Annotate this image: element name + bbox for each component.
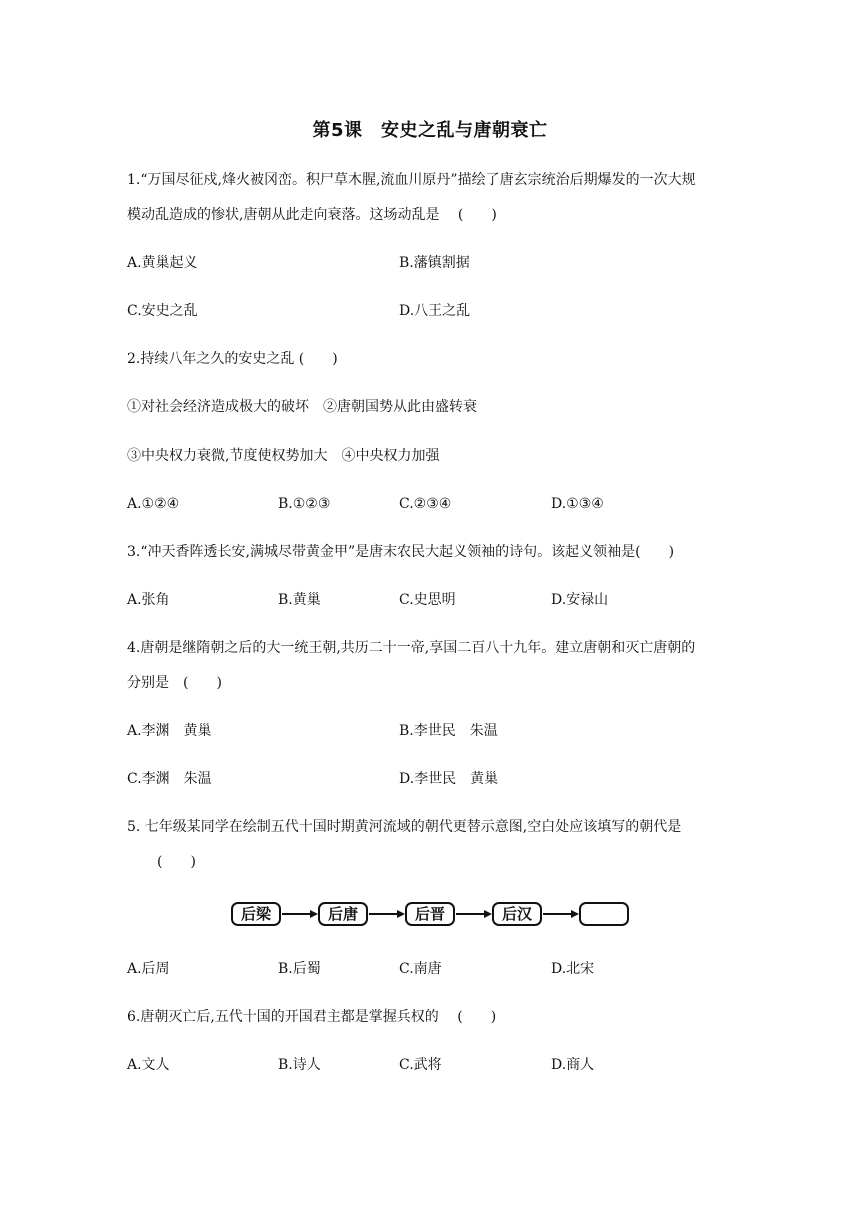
question-2-option-b[interactable]: B.①②③ bbox=[278, 496, 331, 512]
question-5-stem-line-2: ( ) bbox=[157, 854, 196, 870]
question-1-option-d[interactable]: D.八王之乱 bbox=[399, 303, 471, 319]
question-5-option-c[interactable]: C.南唐 bbox=[399, 961, 442, 977]
question-5-option-d[interactable]: D.北宋 bbox=[551, 961, 595, 977]
question-3-stem: 3.“冲天香阵透长安,满城尽带黄金甲”是唐末农民大起义领袖的诗句。该起义领袖是( ) bbox=[127, 544, 675, 560]
question-2-stem: 2.持续八年之久的安史之乱 ( ) bbox=[127, 351, 338, 367]
page-title: 第5课 安史之乱与唐朝衰亡 bbox=[312, 120, 548, 141]
question-1-stem-line-1: 1.“万国尽征戍,烽火被冈峦。积尸草木腥,流血川原丹”描绘了唐玄宗统治后期爆发的一次大规 bbox=[127, 172, 696, 188]
dynasty-box-2: 后唐 bbox=[318, 902, 368, 926]
question-4-stem-line-1: 4.唐朝是继隋朝之后的大一统王朝,共历二十一帝,享国二百八十九年。建立唐朝和灭亡唐朝的 bbox=[127, 640, 696, 656]
arrow-icon bbox=[542, 902, 580, 926]
question-4-option-b[interactable]: B.李世民 朱温 bbox=[399, 723, 498, 739]
dynasty-box-blank bbox=[579, 902, 629, 926]
question-5-option-a[interactable]: A.后周 bbox=[127, 961, 170, 977]
question-6-option-b[interactable]: B.诗人 bbox=[278, 1057, 321, 1073]
question-6-option-d[interactable]: D.商人 bbox=[551, 1057, 595, 1073]
question-6-option-a[interactable]: A.文人 bbox=[127, 1057, 170, 1073]
question-2-item-line-2: ③中央权力衰微,节度使权势加大 ④中央权力加强 bbox=[127, 448, 440, 464]
question-3-option-b[interactable]: B.黄巢 bbox=[278, 592, 321, 608]
question-1-option-c[interactable]: C.安史之乱 bbox=[127, 303, 198, 319]
question-6-stem: 6.唐朝灭亡后,五代十国的开国君主都是掌握兵权的 ( ) bbox=[127, 1009, 497, 1025]
question-2-item-line-1: ①对社会经济造成极大的破坏 ②唐朝国势从此由盛转衰 bbox=[127, 399, 477, 415]
question-2-option-d[interactable]: D.①③④ bbox=[551, 496, 604, 512]
arrow-icon bbox=[455, 902, 493, 926]
question-3-option-c[interactable]: C.史思明 bbox=[399, 592, 456, 608]
question-5-stem-line-1: 5. 七年级某同学在绘制五代十国时期黄河流域的朝代更替示意图,空白处应该填写的朝代是 bbox=[127, 819, 682, 835]
dynasty-box-3: 后晋 bbox=[405, 902, 455, 926]
question-3-option-d[interactable]: D.安禄山 bbox=[551, 592, 609, 608]
question-4-option-d[interactable]: D.李世民 黄巢 bbox=[399, 771, 499, 787]
question-4-stem-line-2: 分别是 ( ) bbox=[127, 675, 222, 691]
question-1-option-a[interactable]: A.黄巢起义 bbox=[127, 255, 198, 271]
question-1-option-b[interactable]: B.藩镇割据 bbox=[399, 255, 470, 271]
question-4-option-c[interactable]: C.李渊 朱温 bbox=[127, 771, 212, 787]
question-1-stem-line-2: 模动乱造成的惨状,唐朝从此走向衰落。这场动乱是 ( ) bbox=[127, 207, 497, 223]
dynasty-box-1: 后梁 bbox=[231, 902, 281, 926]
question-2-option-c[interactable]: C.②③④ bbox=[399, 496, 452, 512]
question-6-option-c[interactable]: C.武将 bbox=[399, 1057, 442, 1073]
question-5-option-b[interactable]: B.后蜀 bbox=[278, 961, 321, 977]
arrow-icon bbox=[281, 902, 319, 926]
question-3-option-a[interactable]: A.张角 bbox=[127, 592, 170, 608]
dynasty-box-4: 后汉 bbox=[492, 902, 542, 926]
question-2-option-a[interactable]: A.①②④ bbox=[127, 496, 180, 512]
arrow-icon bbox=[368, 902, 406, 926]
question-4-option-a[interactable]: A.李渊 黄巢 bbox=[127, 723, 212, 739]
